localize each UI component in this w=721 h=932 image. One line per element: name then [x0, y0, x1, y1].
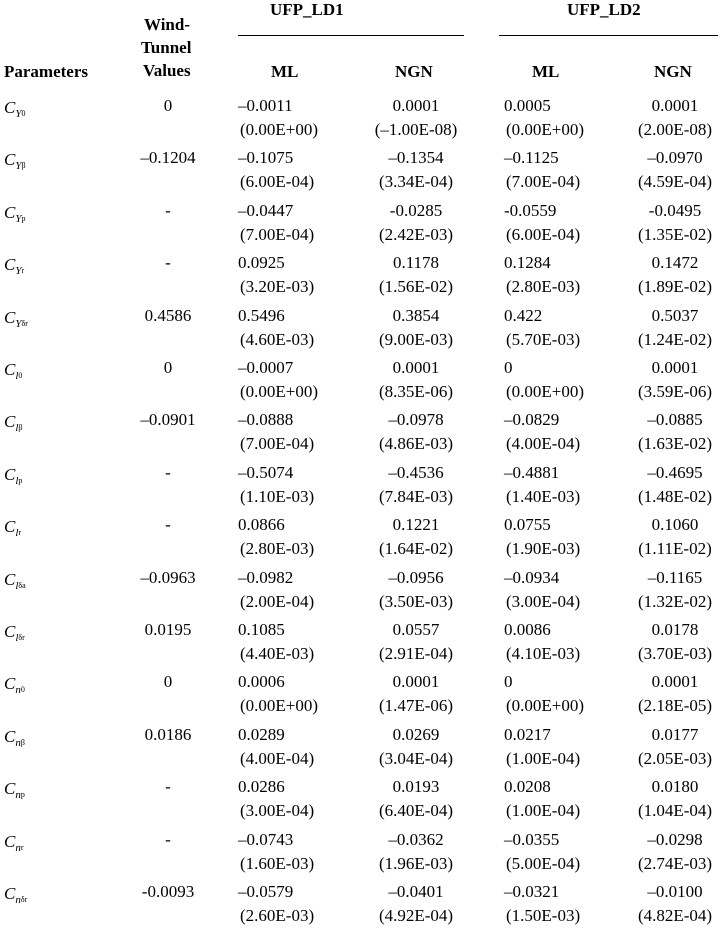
- variance-ld1-ngn: (3.34E-04): [378, 172, 454, 192]
- estimate-ld2-ngn: -0.0495: [648, 200, 702, 220]
- group-header-ufp-ld2: UFP_LD2: [567, 0, 641, 19]
- parameter-subscript: n: [15, 894, 21, 906]
- estimate-ld2-ngn: 0.1060: [651, 515, 699, 535]
- wind-tunnel-value: 0: [163, 358, 173, 377]
- variance-ld1-ngn: (3.50E-03): [378, 591, 454, 611]
- parameter-subscript: l: [15, 370, 19, 382]
- parameter-base: C: [4, 255, 16, 275]
- estimate-ld2-ngn: –0.0970: [647, 148, 703, 168]
- parameter-base: C: [4, 517, 16, 537]
- estimate-ld1-ml: –0.0447: [238, 200, 294, 220]
- parameter-sub-subscript: β: [21, 161, 26, 171]
- estimate-ld1-ml: 0.0289: [238, 724, 285, 744]
- table-row: [0, 461, 721, 513]
- parameter-subscript: n: [15, 789, 21, 802]
- estimate-ld1-ml: 0.0866: [238, 515, 285, 535]
- parameter-subscript: Y: [15, 317, 22, 330]
- variance-ld1-ngn: (3.04E-04): [378, 748, 454, 768]
- parameter-subscript: Y: [15, 160, 22, 173]
- parameter-subscript: n: [15, 684, 21, 697]
- variance-ld2-ngn: (1.32E-02): [637, 591, 713, 611]
- table-row: [0, 618, 721, 670]
- estimate-ld2-ml: 0.1284: [504, 253, 551, 273]
- table-row: [0, 828, 721, 880]
- parameter-sub-subscript: β: [20, 737, 25, 747]
- variance-ld2-ngn: (2.05E-03): [637, 748, 713, 768]
- parameter-symbol: [4, 622, 25, 644]
- parameter-subscript: l: [15, 579, 19, 592]
- parameter-symbol: [4, 727, 25, 749]
- variance-ld2-ngn: (1.48E-02): [637, 486, 713, 506]
- variance-ld1-ngn: (1.96E-03): [378, 853, 454, 873]
- parameter-sub-subscript: 0: [18, 371, 23, 380]
- variance-ld1-ml: (4.40E-03): [240, 644, 315, 663]
- variance-ld2-ml: (1.40E-03): [506, 486, 581, 506]
- group-rule-ufp-ld1: [238, 35, 464, 36]
- variance-ld1-ngn: (6.40E-04): [378, 801, 454, 821]
- variance-ld2-ml: (6.00E-04): [506, 224, 581, 244]
- parameter-sub-subscript: p: [21, 213, 26, 223]
- estimate-ld1-ml: –0.0743: [238, 829, 294, 849]
- estimate-ld1-ngn: 0.0557: [392, 620, 440, 639]
- variance-ld1-ngn: (4.86E-03): [378, 434, 454, 454]
- estimate-ld1-ngn: –0.4536: [388, 462, 444, 482]
- estimate-ld1-ngn: 0.0001: [392, 672, 440, 692]
- estimate-ld2-ml: –0.0355: [504, 829, 560, 849]
- wind-tunnel-value: 0.0195: [144, 620, 192, 639]
- estimate-ld1-ml: –0.0011: [238, 96, 293, 115]
- ngn-header-ld2: NGN: [654, 62, 692, 81]
- wind-tunnel-header-line3: Values: [143, 61, 191, 80]
- variance-ld2-ngn: (1.04E-04): [637, 801, 713, 821]
- parameter-sub-subscript: r: [20, 842, 24, 852]
- variance-ld1-ml: (2.60E-03): [240, 906, 315, 925]
- parameter-sub-subscript: p: [18, 475, 23, 485]
- parameter-symbol: [4, 570, 26, 592]
- table-row: [0, 513, 721, 565]
- variance-ld2-ml: (1.50E-03): [506, 906, 581, 925]
- table-row: [0, 566, 721, 618]
- estimate-ld2-ngn: –0.0298: [647, 829, 703, 849]
- estimate-ld2-ml: 0.422: [504, 305, 543, 325]
- wind-tunnel-value: –0.0963: [140, 567, 196, 587]
- wind-tunnel-value: –0.1204: [140, 148, 196, 168]
- wind-tunnel-header-line2: Tunnel: [141, 38, 192, 57]
- table-row: [0, 356, 721, 408]
- parameter-base: C: [4, 779, 16, 799]
- variance-ld1-ml: (2.00E-04): [240, 591, 315, 611]
- estimate-ld2-ngn: –0.4695: [647, 462, 703, 482]
- estimate-ld1-ml: 0.0006: [238, 672, 285, 692]
- wind-tunnel-value: -: [165, 462, 171, 482]
- estimate-ld2-ngn: 0.1472: [651, 253, 699, 273]
- estimate-ld1-ngn: 0.0193: [392, 777, 440, 797]
- estimate-ld2-ml: 0.0086: [504, 620, 551, 639]
- parameter-symbol: [4, 884, 27, 906]
- variance-ld1-ml: (7.00E-04): [240, 224, 315, 244]
- wind-tunnel-value: -: [165, 515, 171, 535]
- estimate-ld1-ml: –0.0888: [238, 410, 294, 430]
- estimate-ld2-ngn: 0.5037: [651, 305, 699, 325]
- variance-ld2-ml: (1.00E-04): [506, 748, 581, 768]
- wind-tunnel-value: 0.0186: [144, 724, 192, 744]
- variance-ld2-ml: (4.00E-04): [506, 434, 581, 454]
- estimate-ld2-ngn: 0.0001: [651, 358, 699, 377]
- variance-ld2-ml: (4.10E-03): [506, 644, 581, 663]
- parameter-symbol: [4, 832, 24, 854]
- variance-ld2-ngn: (1.63E-02): [637, 434, 713, 454]
- wind-tunnel-value: -: [165, 829, 171, 849]
- estimate-ld1-ngn: –0.0401: [388, 882, 444, 901]
- wind-tunnel-value: -: [165, 200, 171, 220]
- parameter-base: C: [4, 831, 16, 851]
- parameter-subscript: l: [15, 474, 19, 487]
- ml-header-ld2: ML: [532, 62, 560, 81]
- parameter-base: C: [4, 884, 16, 903]
- parameter-symbol: [4, 360, 22, 382]
- variance-ld1-ml: (7.00E-04): [240, 434, 315, 454]
- estimate-ld1-ngn: –0.0978: [388, 410, 444, 430]
- variance-ld2-ml: (7.00E-04): [506, 172, 581, 192]
- estimate-ld2-ml: 0.0005: [504, 96, 551, 115]
- parameter-sub-subscript: r: [21, 266, 25, 276]
- variance-ld1-ml: (1.60E-03): [240, 853, 315, 873]
- parameter-sub-subscript: δr: [18, 633, 25, 642]
- estimate-ld2-ml: 0: [504, 672, 513, 692]
- estimate-ld1-ngn: –0.0956: [388, 567, 444, 587]
- estimate-ld1-ml: –0.1075: [238, 148, 294, 168]
- parameter-symbol: [4, 674, 25, 696]
- variance-ld2-ml: (1.00E-04): [506, 801, 581, 821]
- variance-ld1-ml: (6.00E-04): [240, 172, 315, 192]
- estimate-ld2-ml: -0.0559: [504, 200, 557, 220]
- parameter-symbol: [4, 98, 25, 120]
- variance-ld1-ngn: (9.00E-03): [378, 329, 454, 349]
- variance-ld2-ngn: (1.89E-02): [637, 277, 713, 297]
- variance-ld1-ml: (2.80E-03): [240, 539, 315, 559]
- estimate-ld2-ml: –0.4881: [504, 462, 560, 482]
- variance-ld1-ngn: (2.42E-03): [378, 224, 454, 244]
- estimate-ld2-ml: –0.0829: [504, 410, 560, 430]
- estimate-ld1-ngn: 0.1178: [392, 253, 440, 273]
- estimate-ld1-ngn: 0.0001: [392, 96, 440, 115]
- estimate-ld2-ml: –0.0321: [504, 882, 560, 901]
- variance-ld1-ngn: (7.84E-03): [378, 486, 454, 506]
- group-header-ufp-ld1: UFP_LD1: [270, 0, 344, 19]
- ngn-header-ld1: NGN: [395, 62, 433, 81]
- parameter-symbol: [4, 517, 21, 539]
- parameter-sub-subscript: β: [18, 423, 23, 433]
- parameter-symbol: [4, 203, 25, 225]
- table-row: [0, 408, 721, 460]
- variance-ld2-ml: (1.90E-03): [506, 539, 581, 559]
- table-row: [0, 880, 721, 932]
- variance-ld1-ml: (3.20E-03): [240, 277, 315, 297]
- estimate-ld2-ml: –0.0934: [504, 567, 560, 587]
- estimate-ld2-ngn: 0.0178: [651, 620, 699, 639]
- wind-tunnel-value: 0.4586: [144, 305, 192, 325]
- table-row: [0, 146, 721, 198]
- variance-ld1-ml: (3.00E-04): [240, 801, 315, 821]
- variance-ld2-ngn: (4.59E-04): [637, 172, 713, 192]
- parameter-subscript: Y: [15, 212, 22, 225]
- parameter-symbol: [4, 412, 22, 434]
- estimate-ld2-ml: 0: [504, 358, 513, 377]
- variance-ld1-ml: (4.00E-04): [240, 748, 315, 768]
- estimate-ld1-ml: 0.0286: [238, 777, 285, 797]
- variance-ld2-ngn: (1.24E-02): [637, 329, 713, 349]
- parameter-subscript: l: [15, 422, 19, 435]
- estimate-ld2-ml: –0.1125: [504, 148, 559, 168]
- estimate-ld2-ml: 0.0755: [504, 515, 551, 535]
- parameter-sub-subscript: δa: [18, 580, 26, 590]
- parameter-base: C: [4, 412, 16, 432]
- estimate-ld1-ngn: 0.0001: [392, 358, 440, 377]
- estimate-ld2-ngn: –0.0100: [647, 882, 703, 901]
- table-row: [0, 775, 721, 827]
- variance-ld2-ngn: (1.11E-02): [638, 539, 712, 559]
- parameter-base: C: [4, 622, 16, 641]
- variance-ld1-ngn: (1.47E-06): [378, 696, 454, 716]
- estimate-ld1-ngn: 0.3854: [392, 305, 440, 325]
- wind-tunnel-value: -: [165, 253, 171, 273]
- parameter-symbol: [4, 255, 24, 277]
- variance-ld2-ngn: (2.74E-03): [637, 853, 713, 873]
- wind-tunnel-value: -: [165, 777, 171, 797]
- variance-ld1-ngn: (1.64E-02): [378, 539, 454, 559]
- parameter-symbol: [4, 150, 26, 172]
- variance-ld2-ml: (5.70E-03): [506, 329, 581, 349]
- variance-ld1-ngn: (–1.00E-08): [374, 120, 458, 139]
- estimate-ld2-ngn: 0.0180: [651, 777, 699, 797]
- wind-tunnel-value: -0.0093: [141, 882, 195, 901]
- parameters-header: Parameters: [4, 62, 89, 81]
- table-row: [0, 251, 721, 303]
- variance-ld2-ngn: (2.00E-08): [637, 120, 713, 139]
- parameter-base: C: [4, 726, 16, 746]
- parameter-base: C: [4, 569, 16, 589]
- parameter-symbol: [4, 779, 25, 801]
- variance-ld2-ml: (0.00E+00): [506, 382, 585, 401]
- estimate-ld1-ngn: –0.0362: [388, 829, 444, 849]
- estimate-ld2-ml: 0.0208: [504, 777, 551, 797]
- variance-ld2-ngn: (2.18E-05): [637, 696, 713, 716]
- variance-ld1-ml: (0.00E+00): [240, 696, 319, 716]
- estimate-ld1-ngn: –0.1354: [388, 148, 444, 168]
- wind-tunnel-value: –0.0901: [140, 410, 196, 430]
- parameter-symbol: [4, 465, 22, 487]
- variance-ld2-ngn: (3.59E-06): [637, 382, 713, 401]
- estimate-ld2-ngn: 0.0001: [651, 96, 699, 115]
- parameter-base: C: [4, 360, 16, 379]
- parameter-subscript: l: [15, 527, 19, 540]
- estimate-ld2-ngn: –0.1165: [647, 567, 703, 587]
- estimate-ld1-ngn: 0.1221: [392, 515, 440, 535]
- estimate-ld1-ml: 0.0925: [238, 253, 285, 273]
- variance-ld2-ngn: (3.70E-03): [637, 644, 713, 663]
- variance-ld2-ml: (2.80E-03): [506, 277, 581, 297]
- variance-ld2-ngn: (1.35E-02): [637, 224, 713, 244]
- variance-ld1-ngn: (1.56E-02): [378, 277, 454, 297]
- table-row: [0, 304, 721, 356]
- estimate-ld2-ml: 0.0217: [504, 724, 551, 744]
- estimate-ld1-ngn: -0.0285: [389, 200, 443, 220]
- estimate-ld2-ngn: 0.0177: [651, 724, 699, 744]
- parameter-sub-subscript: p: [20, 790, 25, 800]
- variance-ld1-ml: (4.60E-03): [240, 329, 315, 349]
- variance-ld2-ml: (3.00E-04): [506, 591, 581, 611]
- estimate-ld2-ngn: 0.0001: [651, 672, 699, 692]
- parameter-base: C: [4, 202, 16, 222]
- wind-tunnel-value: 0: [163, 672, 173, 692]
- estimate-ld1-ml: –0.0007: [238, 358, 294, 377]
- parameter-sub-subscript: δr: [20, 895, 28, 904]
- variance-ld1-ml: (0.00E+00): [240, 382, 319, 401]
- table-row: [0, 670, 721, 722]
- table-row: [0, 94, 721, 146]
- variance-ld1-ngn: (2.91E-04): [378, 644, 454, 663]
- parameter-subscript: l: [15, 632, 19, 644]
- parameter-sub-subscript: 0: [21, 109, 26, 118]
- variance-ld2-ml: (0.00E+00): [506, 696, 585, 716]
- estimate-ld2-ngn: –0.0885: [647, 410, 703, 430]
- estimate-ld1-ml: –0.5074: [238, 462, 294, 482]
- table-row: [0, 199, 721, 251]
- parameter-base: C: [4, 307, 16, 327]
- parameter-subscript: Y: [15, 108, 22, 120]
- variance-ld1-ml: (0.00E+00): [240, 120, 319, 139]
- variance-ld2-ml: (0.00E+00): [506, 120, 585, 139]
- estimate-ld1-ml: 0.5496: [238, 305, 285, 325]
- estimate-ld1-ngn: 0.0269: [392, 724, 440, 744]
- parameter-base: C: [4, 674, 16, 694]
- parameter-base: C: [4, 464, 16, 484]
- parameter-subscript: n: [15, 736, 21, 749]
- parameter-subscript: n: [15, 841, 21, 854]
- estimate-ld1-ml: –0.0579: [238, 882, 294, 901]
- parameter-base: C: [4, 98, 16, 117]
- variance-ld1-ngn: (8.35E-06): [378, 382, 454, 401]
- table-row: [0, 723, 721, 775]
- parameter-sub-subscript: r: [18, 528, 22, 538]
- wind-tunnel-value: 0: [163, 96, 173, 115]
- group-rule-ufp-ld2: [499, 35, 718, 36]
- wind-tunnel-header-line1: Wind-: [144, 15, 190, 34]
- variance-ld1-ml: (1.10E-03): [240, 486, 315, 506]
- ml-header-ld1: ML: [271, 62, 299, 81]
- parameter-sub-subscript: 0: [20, 685, 25, 695]
- estimate-ld1-ml: 0.1085: [238, 620, 285, 639]
- estimate-ld1-ml: –0.0982: [238, 567, 294, 587]
- parameter-sub-subscript: δr: [21, 318, 28, 328]
- parameter-symbol: [4, 308, 28, 330]
- parameter-base: C: [4, 150, 16, 170]
- parameter-subscript: Y: [15, 265, 22, 278]
- variance-ld2-ml: (5.00E-04): [506, 853, 581, 873]
- variance-ld2-ngn: (4.82E-04): [637, 906, 713, 925]
- variance-ld1-ngn: (4.92E-04): [378, 906, 454, 925]
